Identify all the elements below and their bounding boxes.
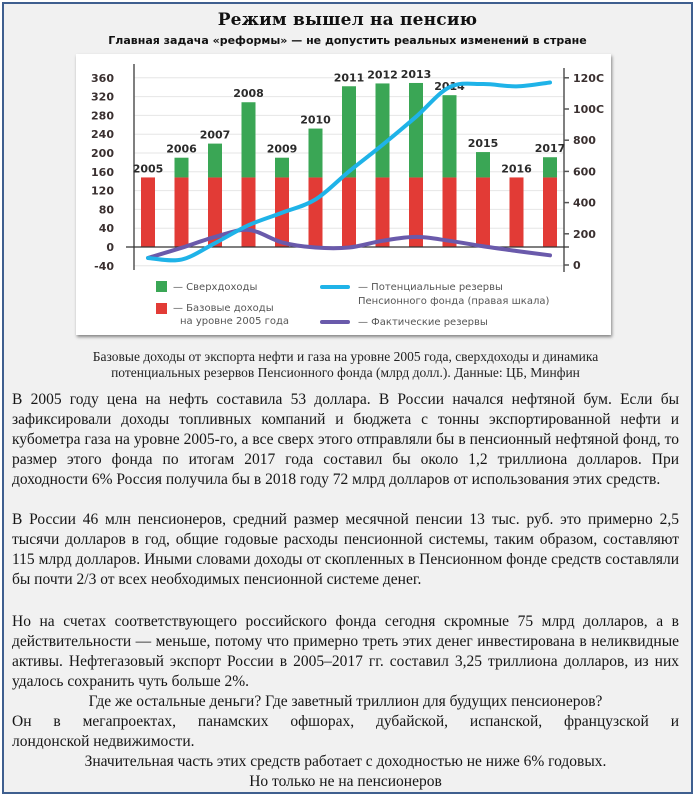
bar-base [242, 177, 256, 247]
left-axis-tick: 240 [91, 128, 114, 142]
bar-excess [275, 158, 289, 178]
legend-label-potential: — Потенциальные резервы [358, 282, 503, 293]
left-axis-tick: 0 [106, 241, 114, 254]
left-axis-tick: 360 [91, 71, 114, 85]
legend-swatch-excess [156, 281, 167, 292]
bar-base [309, 177, 323, 247]
bar-year-label: 2014 [434, 80, 465, 94]
right-axis-tick: 200 [573, 227, 596, 241]
left-axis-tick: 320 [91, 90, 114, 104]
left-axis-tick: 160 [91, 165, 114, 179]
bar-excess [476, 152, 490, 177]
paragraph-pensioners: В России 46 млн пенсионеров, средний размер месячной пенсии 13 тыс. руб. это примерно 2,5 тысячи долларов в год, общие годовые расходы пенсионной системы, таким образом, составляют 115 млрд долларов. Иными словами доходы от скопленных в Пенсионном фонде средств составляли бы почти 2/3 от всех необходимых пенсионной системе денег. [12, 511, 679, 588]
right-axis-tick: 800 [573, 134, 596, 148]
left-axis-tick: 200 [91, 147, 114, 160]
paragraph-oil-boom: В 2005 году цена на нефть составила 53 доллара. В России начался нефтяной бум. Если бы зафиксировали доходы топливных компаний и бюджета с тонны экспортированной нефти и кубометра газа на уровне 2005-го, а все сверх этого отправляли бы в пенсионный нефтяной фонд, то размер этого фонда по итогам 2017 года составил бы около 1,2 триллиона долларов. При доходности 6% Россия получила бы в 2018 году 72 млрд долларов от использования этих средств. [12, 391, 679, 488]
bar-year-label: 2009 [266, 142, 298, 156]
right-axis-tick: 120C [573, 71, 605, 85]
bar-year-label: 2007 [199, 128, 231, 142]
page-title: Режим вышел на пенсию [217, 10, 478, 30]
bar-year-label: 2010 [300, 113, 331, 127]
bar-year-label: 2005 [132, 162, 164, 176]
legend-label-potential-2: Пенсионного фонда (правая шкала) [358, 296, 550, 307]
right-axis-tick: 100C [573, 103, 605, 116]
bar-year-label: 2011 [333, 71, 365, 85]
bar-excess [342, 86, 356, 177]
legend-label-base-2: на уровне 2005 года [180, 316, 290, 327]
closing-line-1: Где же остальные деньги? Где заветный триллион для будущих пенсионеров? [88, 693, 603, 710]
bar-base [476, 177, 490, 247]
left-axis-tick: 280 [91, 109, 114, 123]
closing-line-3: лондонской недвижимости. [12, 733, 195, 750]
closing-line-2: Он в мегапроектах, панамских офшорах, дубайской, испанской, французской и [12, 713, 679, 730]
left-axis-tick: 40 [98, 222, 114, 236]
bar-excess [376, 83, 390, 177]
bar-year-label: 2012 [367, 68, 398, 82]
legend-label-actual: — Фактические резервы [358, 317, 488, 328]
bar-base [510, 177, 524, 247]
legend-swatch-base [156, 303, 167, 314]
bar-excess [242, 102, 256, 177]
bar-excess [309, 129, 323, 178]
bar-base [342, 177, 356, 247]
bar-base [543, 177, 557, 247]
combo-chart [76, 54, 611, 335]
right-axis-tick: 600 [573, 165, 596, 179]
caption-line-1: Базовые доходы от экспорта нефти и газа на уровне 2005 года, сверхдоходы и динамика [92, 349, 599, 364]
page-subtitle: Главная задача «реформы» — не допустить реальных изменений в стране [108, 34, 587, 47]
bar-excess [409, 83, 423, 177]
legend-label-excess: — Сверхдоходы [173, 282, 258, 293]
bar-year-label: 2017 [534, 142, 566, 156]
bar-excess [543, 157, 557, 177]
bar-year-label: 2013 [400, 67, 432, 81]
bar-excess [443, 95, 457, 177]
right-axis-tick: 400 [573, 196, 596, 210]
chart-caption [10, 349, 681, 381]
closing-block [12, 692, 679, 792]
bar-base [443, 177, 457, 247]
left-axis-tick: 80 [98, 203, 114, 217]
bar-base [175, 177, 189, 247]
closing-line-5: Но только не на пенсионеров [249, 773, 442, 790]
bar-year-label: 2016 [501, 162, 532, 176]
bar-excess [208, 144, 222, 178]
legend-label-base: — Базовые доходы [173, 303, 274, 314]
bar-year-label: 2015 [467, 137, 499, 151]
left-axis-tick: 120 [91, 184, 114, 198]
caption-line-2: потенциальных резервов Пенсионного фонда (млрд долл.). Данные: ЦБ, Минфин [111, 365, 580, 380]
chart-panel [76, 54, 611, 335]
bar-base [141, 177, 155, 247]
left-axis-tick: -40 [94, 259, 114, 273]
bar-year-label: 2008 [233, 87, 264, 101]
bar-excess [175, 158, 189, 178]
right-axis-tick: 0 [573, 259, 581, 272]
paragraph-fund-reality: Но на счетах соответствующего российского фонда сегодня скромные 75 млрд долларов, а в действительности — меньше, потому что примерно треть этих денег инвестирована в неликвидные активы. Нефтегазовый экспорт России в 2005–2017 гг. составил 3,25 триллиона долларов, из них удалось сохранить чуть больше 2%. [12, 613, 679, 690]
bar-year-label: 2006 [166, 142, 197, 156]
closing-line-4: Значительная часть этих средств работает с доходностью не ниже 6% годовых. [84, 753, 607, 770]
bar-base [376, 177, 390, 247]
